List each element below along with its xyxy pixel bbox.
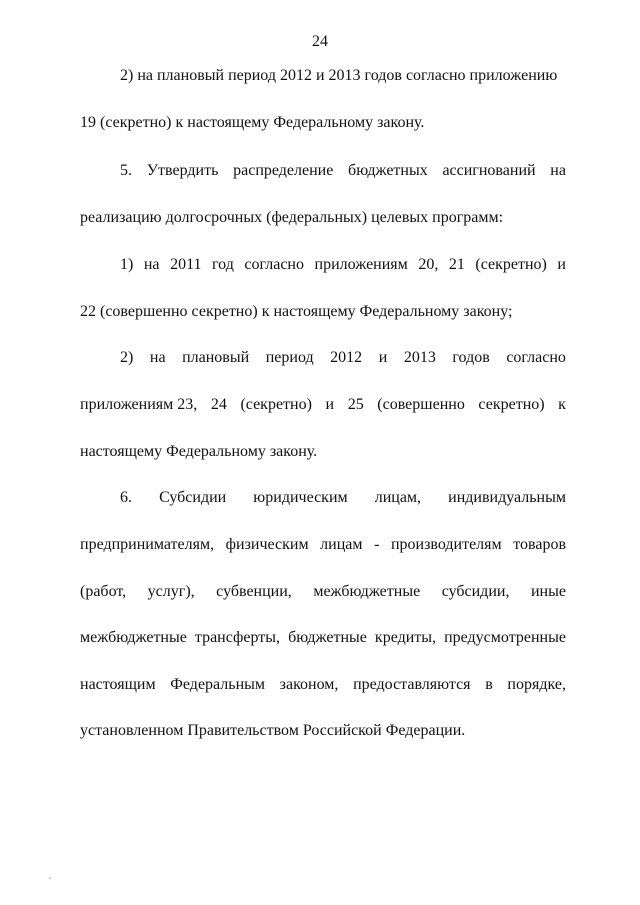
word: предусмотренные	[444, 629, 566, 646]
text-line	[120, 487, 566, 509]
word: бюджетных	[348, 162, 428, 179]
word: межбюджетные	[80, 629, 187, 646]
word: и	[325, 396, 335, 413]
word: согласно	[506, 349, 566, 366]
word: 5.	[120, 162, 132, 179]
text-line	[80, 394, 566, 416]
word: 6.	[120, 489, 132, 506]
word: порядке,	[507, 676, 566, 693]
word: реализацию долгосрочных (федеральных) целевых программ:	[80, 209, 504, 226]
text-line	[80, 720, 566, 742]
text-line	[80, 112, 566, 134]
word: согласно	[244, 256, 304, 273]
word: год	[212, 256, 234, 273]
text-line	[120, 160, 566, 182]
word: производителям	[390, 536, 502, 553]
word: 24	[210, 396, 227, 413]
word: на	[143, 256, 160, 273]
word: и	[557, 256, 566, 273]
page-number: 24	[312, 33, 328, 50]
word: 1)	[120, 256, 134, 273]
word: предоставляются	[353, 676, 471, 693]
word: субсидии,	[441, 583, 510, 600]
word: (секретно)	[240, 396, 312, 413]
word: 21	[448, 256, 465, 273]
word: годов	[452, 349, 490, 366]
text-line	[80, 301, 566, 323]
text-line	[80, 581, 566, 603]
text-line	[120, 65, 566, 87]
word: 25	[347, 396, 364, 413]
word: распределение	[233, 162, 334, 179]
word: (работ,	[80, 583, 127, 600]
word: субвенции,	[216, 583, 292, 600]
word: 2011	[170, 256, 202, 273]
word: в	[485, 676, 493, 693]
word: 2) на плановый период 2012 и 2013 годов согласно приложению	[120, 67, 558, 84]
word: плановый	[182, 349, 250, 366]
text-line	[80, 207, 566, 229]
word: индивидуальным	[448, 489, 566, 506]
word: на	[550, 162, 566, 179]
word: 2013	[403, 349, 436, 366]
scan-speck	[49, 877, 51, 879]
word: настоящему Федеральному закону.	[80, 443, 318, 460]
word: (секретно)	[475, 256, 547, 273]
text-line	[80, 627, 566, 649]
word: ассигнований	[442, 162, 536, 179]
word: 20,	[418, 256, 439, 273]
word: 22 (совершенно секретно) к настоящему Федеральному закону;	[80, 303, 513, 320]
word: юридическим	[253, 489, 348, 506]
word: приложениям	[314, 256, 408, 273]
word: установленном Правительством Российской Федерации.	[80, 722, 466, 739]
word: Утвердить	[146, 162, 219, 179]
word: на	[149, 349, 166, 366]
word: предпринимателям,	[80, 536, 215, 553]
text-line	[80, 441, 566, 463]
word: 2)	[120, 349, 134, 366]
word: -	[374, 536, 380, 553]
text-line	[80, 534, 566, 556]
word: бюджетные	[288, 629, 367, 646]
word: к	[558, 396, 566, 413]
word: период	[265, 349, 314, 366]
word: настоящим	[80, 676, 156, 693]
word: товаров	[513, 536, 566, 553]
word: секретно)	[478, 396, 545, 413]
word: лицам	[320, 536, 363, 553]
word: 2012	[330, 349, 363, 366]
text-line	[120, 254, 566, 276]
word: услуг),	[147, 583, 195, 600]
word: межбюджетные	[313, 583, 421, 600]
word: физическим	[225, 536, 309, 553]
word: трансферты,	[194, 629, 281, 646]
word: (совершенно	[377, 396, 465, 413]
word: и	[378, 349, 388, 366]
text-line	[80, 674, 566, 696]
word: 19 (секретно) к настоящему Федеральному закону.	[80, 114, 425, 131]
text-line	[120, 347, 566, 369]
word: кредиты,	[374, 629, 437, 646]
word: законом,	[279, 676, 339, 693]
word: лицам,	[374, 489, 422, 506]
word: Федеральным	[170, 676, 265, 693]
word: Субсидии	[159, 489, 227, 506]
word: иные	[530, 583, 566, 600]
word: приложениям 23,	[80, 396, 198, 413]
